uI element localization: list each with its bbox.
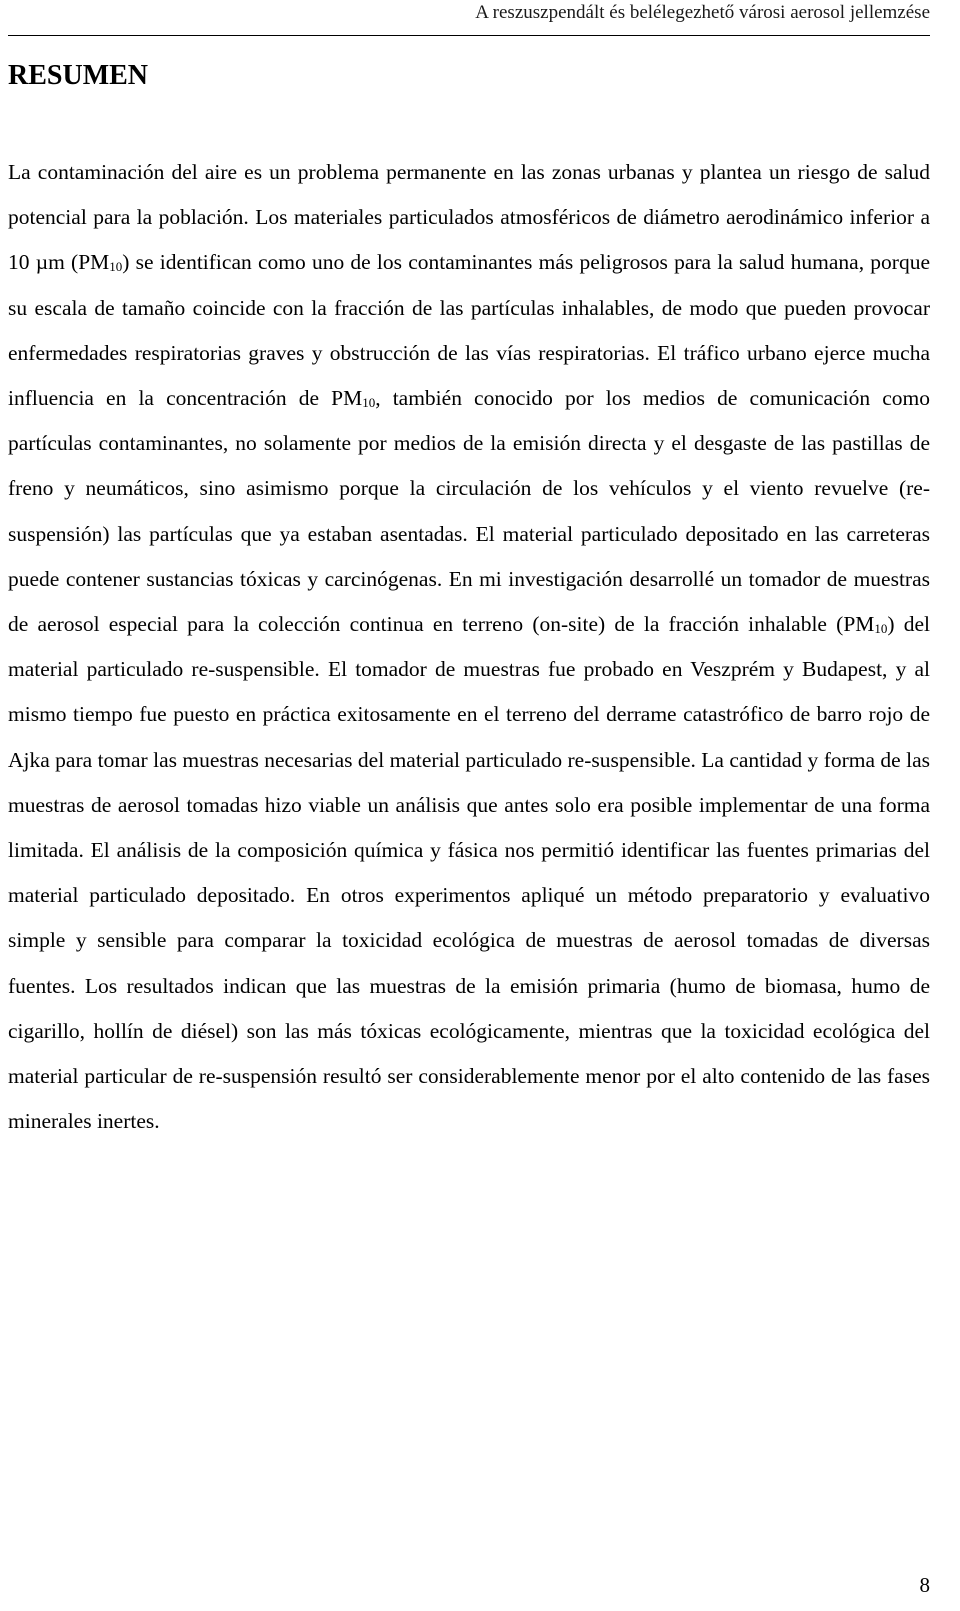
pm-subscript: 10 <box>874 621 888 637</box>
abstract-paragraph <box>8 150 930 1144</box>
page-number: 8 <box>919 1573 930 1597</box>
running-header-title: A reszuszpendált és belélegezhető városi aerosol jellemzése <box>475 2 930 23</box>
pm-subscript: 10 <box>362 395 376 411</box>
pm10-term <box>843 612 887 636</box>
header-divider <box>8 35 930 36</box>
abstract-text-1: La contaminación del aire es un problema permanente en las zonas urbanas y plantea un riesgo de salud potencial para la población. Los materiales particulados atmosféricos de diámetro aerodinámico inferior a 10 µm ( <box>8 160 930 275</box>
pm10-term <box>78 250 122 274</box>
pm-base: PM <box>843 612 875 637</box>
abstract-text-2: ) se identifican como uno de los contaminantes más peligrosos para la salud humana, porque su escala de tamaño coincide con la fracción de las partículas inhalables, de modo que pueden provocar enfermedades respiratorias graves y obstrucción de las vías respiratorias. El tráfico urbano ejerce mucha influencia en la concentración de <box>8 250 930 411</box>
pm-base: PM <box>331 386 363 411</box>
abstract-text-3: , también conocido por los medios de comunicación como partículas contaminantes, no solamente por medios de la emisión directa y el desgaste de las pastillas de freno y neumáticos, sino asimismo porque la circulación de los vehículos y el viento revuelve (re-suspensión) las partículas que ya estaban asentadas. El material particulado depositado en las carreteras puede contener sustancias tóxicas y carcinógenas. En mi investigación desarrollé un tomador de muestras de aerosol especial para la colección continua en terreno (on-site) de la fracción inhalable ( <box>8 386 930 637</box>
pm-base: PM <box>78 250 110 275</box>
pm10-term <box>331 386 375 410</box>
section-heading: RESUMEN <box>8 60 149 91</box>
abstract-text-4: ) del material particulado re-suspensible. El tomador de muestras fue probado en Veszprém y Budapest, y al mismo tiempo fue puesto en práctica exitosamente en el terreno del derrame catastrófico de barro rojo de Ajka para tomar las muestras necesarias del material particulado re-suspensible. La cantidad y forma de las muestras de aerosol tomadas hizo viable un análisis que antes solo era posible implementar de una forma limitada. El análisis de la composición química y fásica nos permitió identificar las fuentes primarias del material particulado depositado. En otros experimentos apliqué un método preparatorio y evaluativo simple y sensible para comparar la toxicidad ecológica de muestras de aerosol tomadas de diversas fuentes. Los resultados indican que las muestras de la emisión primaria (humo de biomasa, humo de cigarillo, hollín de diésel) son las más tóxicas ecológicamente, mientras que la toxicidad ecológica del material particular de re-suspensión resultó ser considerablemente menor por el alto contenido de las fases minerales inertes. <box>8 612 931 1134</box>
pm-subscript: 10 <box>109 259 123 275</box>
